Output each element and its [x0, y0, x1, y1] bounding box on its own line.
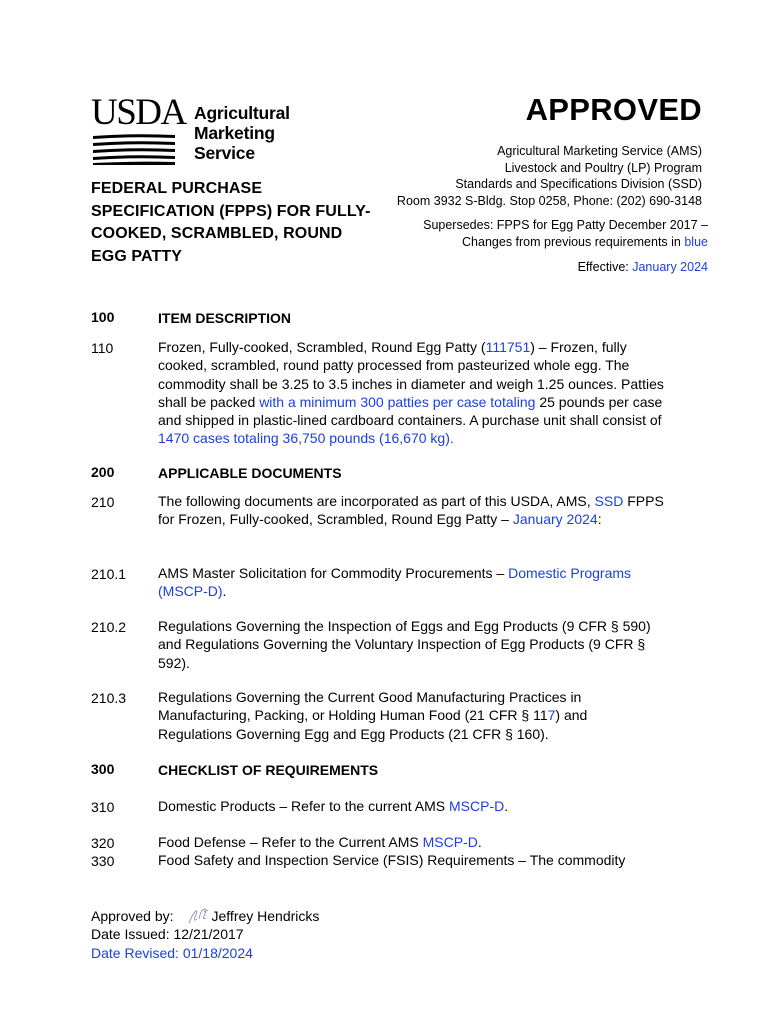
effective-label: Effective: — [577, 260, 633, 274]
section-number: 110 — [91, 340, 114, 356]
section-number: 100 — [91, 309, 115, 325]
document-title: FEDERAL PURCHASE SPECIFICATION (FPPS) FOR FULLY-COOKED, SCRAMBLED, ROUND EGG PATTY — [91, 180, 371, 265]
paragraph-text: Food Defense – Refer to the Current AMS — [158, 834, 423, 850]
paragraph-text: . — [504, 798, 509, 814]
supersedes-note — [423, 217, 708, 250]
changed-text: MSCP-D — [422, 834, 478, 850]
approval-status: APPROVED — [525, 92, 702, 127]
section-heading-checklist: CHECKLIST OF REQUIREMENTS — [158, 762, 379, 778]
applicable-documents-paragraph — [158, 492, 668, 529]
document-reference-paragraph — [158, 688, 648, 743]
commodity-code: 111751 — [485, 339, 531, 355]
document-reference-paragraph: Regulations Governing the Inspection of Eggs and Egg Products (9 CFR § 590) and Regulations Governing the Voluntary Inspection of Egg Products (9 CFR § 592). — [158, 618, 651, 671]
section-number: 210 — [91, 494, 115, 510]
paragraph-text: 25 pounds per case and shipped in plastic-lined cardboard containers. A purchase unit shall consist of — [158, 393, 663, 429]
approval-footer — [91, 907, 319, 962]
supersedes-blue-word: blue — [684, 234, 708, 249]
effective-date-value: January 2024 — [632, 260, 708, 274]
paragraph-text: Regulations Governing the Current Good Manufacturing Practices in Manufacturing, Packing, or Holding Human Food (21 CFR § 11 — [158, 689, 582, 724]
paragraph-text: . — [222, 583, 227, 600]
section-number: 320 — [91, 835, 115, 851]
effective-date — [578, 260, 708, 274]
approved-by-line — [91, 907, 319, 925]
changed-text: Domestic Programs (MSCP-D) — [158, 565, 632, 600]
paragraph-text: Frozen, Fully-cooked, Scrambled, Round Egg Patty ( — [158, 339, 486, 355]
requirement-paragraph — [158, 797, 678, 815]
section-heading-applicable-documents: APPLICABLE DOCUMENTS — [158, 465, 342, 481]
usda-wordmark: USDA — [91, 92, 186, 133]
section-number: 210.1 — [91, 566, 127, 582]
approved-by-label: Approved by: — [91, 908, 174, 924]
changed-text: with a minimum 300 patties per case totaling — [259, 393, 536, 410]
section-number: 300 — [91, 761, 115, 777]
paragraph-text: The following documents are incorporated as part of this USDA, AMS, — [158, 493, 595, 509]
paragraph-text: ) – Frozen, fully cooked, scrambled, round patty processed from pasteurized whole egg. The commodity shall be 3.25 to 3.5 inches in diameter and weigh 1.25 ounces. Patties shall be packed — [158, 339, 664, 410]
section-number: 210.2 — [91, 619, 127, 635]
paragraph-text: AMS Master Solicitation for Commodity Procurements – — [158, 565, 509, 581]
supersedes-line-2 — [423, 234, 708, 251]
paragraph-text: ) and Regulations Governing Egg and Egg Products (21 CFR § 160). — [158, 707, 588, 742]
section-number: 310 — [91, 799, 115, 815]
supersedes-line-2-text: Changes from previous requirements in — [462, 234, 685, 249]
paragraph-text: : — [597, 511, 602, 528]
agency-address-block — [397, 143, 702, 209]
changed-text: 7 — [547, 707, 556, 724]
requirement-paragraph: Food Safety and Inspection Service (FSIS) Requirements – The commodity — [158, 852, 626, 868]
logo-line-3: Service — [194, 143, 255, 163]
logo-line-1: Agricultural — [194, 103, 290, 123]
requirement-paragraph — [158, 833, 678, 851]
changed-text: 1470 cases totaling 36,750 pounds (16,670 kg). — [158, 430, 454, 447]
supersedes-line-1: Supersedes: FPPS for Egg Patty December 2017 – — [423, 218, 708, 232]
date-issued: Date Issued: 12/21/2017 — [91, 926, 244, 943]
section-heading-item-description: ITEM DESCRIPTION — [158, 310, 292, 326]
agency-line-1: Agricultural Marketing Service (AMS) — [497, 144, 702, 158]
document-reference-paragraph — [158, 564, 673, 601]
item-description-paragraph — [158, 338, 678, 448]
paragraph-text: Domestic Products – Refer to the current AMS — [158, 798, 450, 814]
section-number: 210.3 — [91, 690, 127, 706]
paragraph-text: . — [477, 834, 482, 850]
section-number: 330 — [91, 853, 115, 869]
paragraph-text: FPPS for Frozen, Fully-cooked, Scrambled, Round Egg Patty – — [158, 493, 664, 528]
agency-line-3: Standards and Specifications Division (SSD) — [455, 177, 702, 191]
usda-landscape-stripes-icon — [93, 133, 175, 165]
agency-line-4: Room 3932 S-Bldg. Stop 0258, Phone: (202) 690-3148 — [396, 193, 702, 208]
approver-name: Jeffrey Hendricks — [211, 908, 320, 924]
usda-ams-logo — [91, 92, 306, 167]
changed-text: January 2024 — [512, 511, 598, 528]
logo-line-2: Marketing — [194, 123, 275, 143]
agency-line-2: Livestock and Poultry (LP) Program — [504, 160, 702, 175]
ams-logo-text — [194, 103, 290, 163]
changed-text: MSCP-D — [449, 798, 505, 814]
section-number: 200 — [91, 464, 115, 480]
date-revised: Date Revised: 01/18/2024 — [91, 944, 253, 961]
changed-text: SSD — [594, 493, 624, 509]
